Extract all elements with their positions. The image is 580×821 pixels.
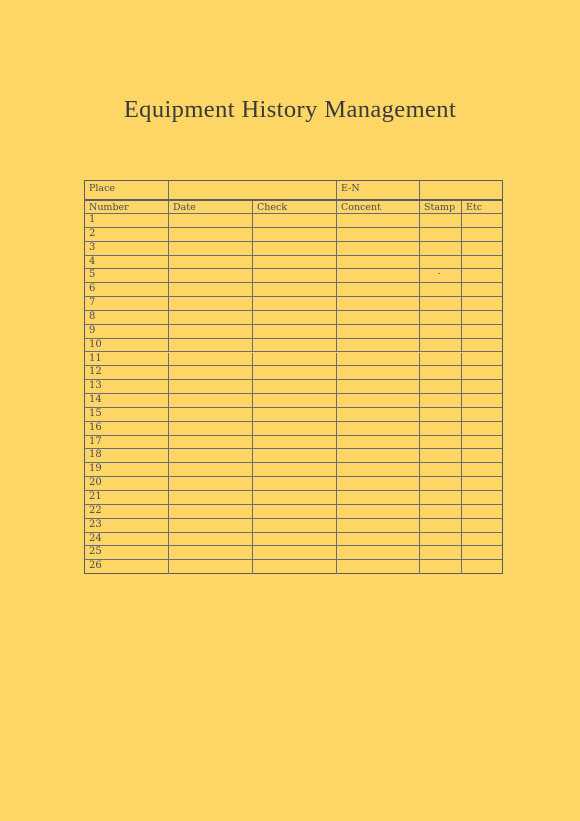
table-row: [85, 560, 502, 574]
check-cell[interactable]: [253, 353, 337, 366]
stamp-cell[interactable]: [420, 505, 462, 518]
date-cell[interactable]: [169, 408, 253, 421]
concent-cell[interactable]: [337, 214, 420, 227]
check-cell[interactable]: [253, 394, 337, 407]
row-number: 15: [85, 408, 169, 421]
stamp-cell[interactable]: [420, 546, 462, 559]
table-row: [85, 436, 502, 450]
concent-cell[interactable]: [337, 269, 420, 282]
stamp-cell[interactable]: [420, 325, 462, 338]
check-cell[interactable]: [253, 546, 337, 559]
date-cell[interactable]: [169, 214, 253, 227]
row-number: 19: [85, 463, 169, 476]
concent-cell[interactable]: [337, 394, 420, 407]
etc-cell[interactable]: [462, 505, 504, 518]
row-number: 26: [85, 560, 169, 574]
date-cell[interactable]: [169, 311, 253, 324]
row-number: 20: [85, 477, 169, 490]
table-row: [85, 408, 502, 422]
concent-cell[interactable]: [337, 228, 420, 241]
table-row: [85, 463, 502, 477]
etc-cell[interactable]: [462, 311, 504, 324]
etc-cell[interactable]: [462, 242, 504, 255]
stamp-cell[interactable]: [420, 214, 462, 227]
table-row: [85, 422, 502, 436]
check-cell[interactable]: [253, 242, 337, 255]
concent-cell[interactable]: [337, 449, 420, 462]
concent-cell[interactable]: [337, 353, 420, 366]
check-cell[interactable]: [253, 560, 337, 574]
stamp-cell[interactable]: [420, 353, 462, 366]
place-label: Place: [85, 181, 169, 199]
concent-cell[interactable]: [337, 283, 420, 296]
date-cell[interactable]: [169, 339, 253, 352]
date-cell[interactable]: [169, 477, 253, 490]
check-cell[interactable]: [253, 505, 337, 518]
stamp-cell[interactable]: [420, 491, 462, 504]
table-row: [85, 269, 502, 283]
stamp-cell[interactable]: [420, 449, 462, 462]
row-number: 8: [85, 311, 169, 324]
place-field[interactable]: [169, 181, 337, 199]
stamp-cell[interactable]: [420, 311, 462, 324]
column-header-number: Number: [85, 201, 169, 213]
table-row: [85, 214, 502, 228]
row-number: 17: [85, 436, 169, 449]
etc-cell[interactable]: [462, 256, 504, 269]
stamp-cell[interactable]: [420, 283, 462, 296]
column-header-concent: Concent: [337, 201, 420, 213]
check-cell[interactable]: [253, 491, 337, 504]
row-number: 4: [85, 256, 169, 269]
date-cell[interactable]: [169, 353, 253, 366]
date-cell[interactable]: [169, 325, 253, 338]
row-number: 3: [85, 242, 169, 255]
table-row: [85, 283, 502, 297]
etc-cell[interactable]: [462, 560, 504, 574]
check-cell[interactable]: [253, 269, 337, 282]
form-title: Equipment History Management: [123, 96, 457, 123]
concent-cell[interactable]: [337, 505, 420, 518]
table-row: [85, 519, 502, 533]
etc-cell[interactable]: [462, 380, 504, 393]
row-number: 25: [85, 546, 169, 559]
date-cell[interactable]: [169, 256, 253, 269]
table-row: [85, 339, 502, 353]
stamp-cell[interactable]: [420, 339, 462, 352]
check-cell[interactable]: [253, 366, 337, 379]
column-header-check: Check: [253, 201, 337, 213]
stamp-cell[interactable]: [420, 408, 462, 421]
stamp-cell[interactable]: [420, 422, 462, 435]
column-header-etc: Etc: [466, 202, 483, 213]
check-cell[interactable]: [253, 408, 337, 421]
table-row: [85, 380, 502, 394]
etc-cell[interactable]: [462, 533, 504, 546]
column-header-stamp: Stamp: [420, 201, 462, 213]
row-number: 13: [85, 380, 169, 393]
check-cell[interactable]: [253, 519, 337, 532]
concent-cell[interactable]: [337, 477, 420, 490]
table-row: [85, 311, 502, 325]
speck-mark: [438, 273, 440, 274]
date-cell[interactable]: [169, 436, 253, 449]
column-header-date: Date: [169, 201, 253, 213]
etc-cell[interactable]: [462, 519, 504, 532]
etc-cell[interactable]: [462, 408, 504, 421]
check-cell[interactable]: [253, 533, 337, 546]
concent-cell[interactable]: [337, 560, 420, 574]
row-number: 18: [85, 449, 169, 462]
date-cell[interactable]: [169, 394, 253, 407]
date-cell[interactable]: [169, 283, 253, 296]
date-cell[interactable]: [169, 366, 253, 379]
table-row: [85, 477, 502, 491]
etc-cell[interactable]: [462, 366, 504, 379]
stamp-cell[interactable]: [420, 533, 462, 546]
table-row: [85, 353, 502, 367]
stamp-cell[interactable]: [420, 394, 462, 407]
row-number: 22: [85, 505, 169, 518]
stamp-cell[interactable]: [420, 477, 462, 490]
date-cell[interactable]: [169, 491, 253, 504]
date-cell[interactable]: [169, 228, 253, 241]
stamp-cell[interactable]: [420, 463, 462, 476]
row-number: 2: [85, 228, 169, 241]
check-cell[interactable]: [253, 256, 337, 269]
row-number: 12: [85, 366, 169, 379]
row-number: 11: [85, 353, 169, 366]
etc-cell[interactable]: [462, 491, 504, 504]
row-number: 23: [85, 519, 169, 532]
row-number: 10: [85, 339, 169, 352]
concent-cell[interactable]: [337, 339, 420, 352]
date-cell[interactable]: [169, 422, 253, 435]
date-cell[interactable]: [169, 546, 253, 559]
row-number: 5: [85, 269, 169, 282]
row-number: 14: [85, 394, 169, 407]
concent-cell[interactable]: [337, 297, 420, 310]
table-row: [85, 228, 502, 242]
table-row: [85, 297, 502, 311]
stamp-cell[interactable]: [420, 256, 462, 269]
date-cell[interactable]: [169, 519, 253, 532]
check-cell[interactable]: [253, 477, 337, 490]
check-cell[interactable]: [253, 297, 337, 310]
check-cell[interactable]: [253, 214, 337, 227]
row-number: 1: [85, 214, 169, 227]
stamp-cell[interactable]: [420, 560, 462, 574]
table-row: [85, 505, 502, 519]
table-row: [85, 366, 502, 380]
row-number: 7: [85, 297, 169, 310]
etc-cell[interactable]: [462, 214, 504, 227]
concent-cell[interactable]: [337, 366, 420, 379]
etc-cell[interactable]: [462, 546, 504, 559]
table-row: [85, 546, 502, 560]
check-cell[interactable]: [253, 380, 337, 393]
etc-cell[interactable]: [462, 283, 504, 296]
form-header-row: [85, 181, 502, 201]
etc-cell[interactable]: [462, 463, 504, 476]
concent-cell[interactable]: [337, 408, 420, 421]
check-cell[interactable]: [253, 228, 337, 241]
etc-cell[interactable]: [462, 394, 504, 407]
concent-cell[interactable]: [337, 491, 420, 504]
date-cell[interactable]: [169, 380, 253, 393]
row-number: 9: [85, 325, 169, 338]
date-cell[interactable]: [169, 505, 253, 518]
concent-cell[interactable]: [337, 533, 420, 546]
table-row: [85, 256, 502, 270]
stamp-cell[interactable]: [420, 380, 462, 393]
check-cell[interactable]: [253, 436, 337, 449]
etc-cell[interactable]: [462, 297, 504, 310]
date-cell[interactable]: [169, 560, 253, 574]
check-cell[interactable]: [253, 325, 337, 338]
check-cell[interactable]: [253, 283, 337, 296]
check-cell[interactable]: [253, 339, 337, 352]
stamp-cell[interactable]: [420, 519, 462, 532]
en-field[interactable]: [420, 181, 504, 199]
column-header-row: [85, 201, 502, 214]
table-row: [85, 491, 502, 505]
row-number: 21: [85, 491, 169, 504]
table-row: [85, 394, 502, 408]
etc-cell[interactable]: [462, 325, 504, 338]
concent-cell[interactable]: [337, 256, 420, 269]
check-cell[interactable]: [253, 449, 337, 462]
concent-cell[interactable]: [337, 422, 420, 435]
stamp-cell[interactable]: [420, 297, 462, 310]
date-cell[interactable]: [169, 449, 253, 462]
stamp-cell[interactable]: [420, 366, 462, 379]
check-cell[interactable]: [253, 311, 337, 324]
etc-cell[interactable]: [462, 477, 504, 490]
row-number: 6: [85, 283, 169, 296]
stamp-cell[interactable]: [420, 242, 462, 255]
concent-cell[interactable]: [337, 519, 420, 532]
concent-cell[interactable]: [337, 463, 420, 476]
etc-cell[interactable]: [462, 339, 504, 352]
table-row: [85, 242, 502, 256]
row-number: 16: [85, 422, 169, 435]
date-cell[interactable]: [169, 297, 253, 310]
table-row: [85, 325, 502, 339]
equipment-history-form: [84, 180, 503, 574]
etc-cell[interactable]: [462, 436, 504, 449]
concent-cell[interactable]: [337, 380, 420, 393]
concent-cell[interactable]: [337, 546, 420, 559]
table-row: [85, 533, 502, 547]
date-cell[interactable]: [169, 269, 253, 282]
concent-cell[interactable]: [337, 436, 420, 449]
stamp-cell[interactable]: [420, 228, 462, 241]
stamp-cell[interactable]: [420, 436, 462, 449]
concent-cell[interactable]: [337, 325, 420, 338]
check-cell[interactable]: [253, 463, 337, 476]
date-cell[interactable]: [169, 533, 253, 546]
etc-cell[interactable]: [462, 353, 504, 366]
en-label: E-N: [337, 181, 420, 199]
etc-cell[interactable]: [462, 449, 504, 462]
etc-cell[interactable]: [462, 228, 504, 241]
etc-cell[interactable]: [462, 422, 504, 435]
date-cell[interactable]: [169, 242, 253, 255]
concent-cell[interactable]: [337, 311, 420, 324]
date-cell[interactable]: [169, 463, 253, 476]
row-number: 24: [85, 533, 169, 546]
stamp-cell[interactable]: [420, 269, 462, 282]
table-row: [85, 449, 502, 463]
etc-cell[interactable]: [462, 269, 504, 282]
concent-cell[interactable]: [337, 242, 420, 255]
check-cell[interactable]: [253, 422, 337, 435]
